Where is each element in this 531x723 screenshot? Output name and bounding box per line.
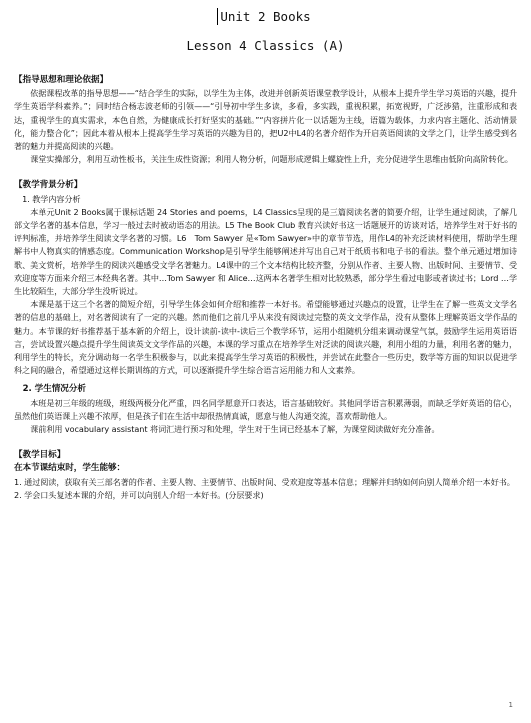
paragraph: 本班是初三年级的班级，班级两极分化严重，四名同学愿意开口表达，语言基础较好。其他同学语言积累薄弱，而缺乏学好英语的信心，虽然他们英语课上兴趣不浓厚，但是孩子们在生活中却很热情真诚，愿意与他人沟通交流，喜欢帮助他人。 [14,397,517,421]
subheading-content-analysis: 1. 教学内容分析 [22,193,81,204]
objectives-intro: 在本节课结束时，学生能够： [14,463,126,474]
objective-item: 2. 学会口头复述本课的介绍，并可以向别人介绍一本好书。(分层要求) [14,489,264,500]
paragraph: 课前利用 vocabulary assistant 将词汇进行预习和处理，学生对于生词已经基本了解，为课堂阅读做好充分准备。 [30,424,440,435]
subheading-student-analysis: 2. 学生情况分析 [22,384,86,395]
paragraph: 课堂实操部分，利用互动性板书，关注生成性资源；利用人物分析，问题形成逻辑上螺旋性上升，充分促进学生思维由低阶向高阶转化。 [30,154,513,165]
document-title: Unit 2 Books [220,9,311,24]
paragraph: 本课是基于这三个名著的简短介绍，引导学生体会如何介绍和推荐一本好书。希望能够通过兴趣点的设置，让学生在了解一些英文文学名著的信息的基础上，对名著阅读有了一定的兴趣。然而他们之前几乎从来没有阅读过完整的英文文学作品，没有从整体上理解英语文学作品的魅力。本节课的好书推荐基于基本新的介绍上，设计读前-读中-读后三个教学环节，运用小组随机分组来调动课堂气氛，鼓励学生运用英语语言，尝试设置兴趣点提升学生阅读英文文学作品的兴趣，本课的学习重点在培养学生对泛读的阅读兴趣，利用小组的力量，利用名著的魅力，利用学生的特长，充分调动每一名学生积极参与，以此来提高学生学习英语的积极性，并尝试在此整合一些历史，数学等方面的知识以促进学科之间的融合，希望通过这样长期训练的方式，可以逐渐提升学生综合语言运用能力和人文素养。 [14,299,517,376]
section-heading-background: 【教学背景分析】 [14,180,83,191]
section-heading-guiding-theory: 【指导思想和理论依据】 [14,75,108,85]
document-body [14,74,517,502]
section-heading-objectives: 【教学目标】 [14,450,66,461]
paragraph: 依据课程改革的指导思想——“结合学生的实际，以学生为主体，改进并创新英语课堂教学设计，从根本上提升学生学习英语的兴趣，提升学生英语学科素养。”；同时结合杨志波老师的引领——“引导初中学生多读，多看，多实践，重视积累，拓宽视野，广泛涉猎，注重形成和表达，重视学生的真实需求，本色自然，为健康成长打好坚实的基础。”“内容拼片化一以话题为主线，语篇为载体，力求内容主题化、活动情景化，能力整合化”；因此本着从根本上提高学生学习英语的兴趣为目的，把U2中L4的名著介绍作为开启英语阅读的文学之门，让学生感受到名著的魅力并提高阅读的兴趣。 [14,88,517,152]
objective-item: 1. 通过阅读，获取有关三部名著的作者、主要人物、主要情节、出版时间、受欢迎度等基本信息；理解并归纳如何向别人简单介绍一本好书。 [14,476,515,487]
paragraph: 本单元Unit 2 Books属于课标话题 24 Stories and poems，L4 Classics呈现的是三篇阅读名著的简要介绍，让学生通过阅读，了解几部文学名著的基本信息，学习一般过去时被动语态的用法。L5 The Book Club 教育兴读好书这一话题展开的访谈对话，培养学生对于好书的评判标准，并培养学生阅读文学名著的习惯。L6 Tom Sawyer 是«Tom Sawyer»中的章节节选，用作L4的补充泛读材料使用，帮助学生理解书中人物真实的情感态度。Communication Workshop是引导学生能够阐述并写出自己对于纸质书和电子书的看法。整个单元通过增加诗歌、美文赏析，培养学生的阅读兴趣感受文学名著魅力。L4课中的三个文本结构比较齐整，分别从作者、主要人物、出版时间、主要情节、受欢迎度等方面来介绍三本经典名著。其中…Tom Sawyer 和 Alice…这两本名著学生相对比较熟悉，部分学生看过电影或者读过书；Lord …学生比较陌生，大部分学生没听说过。 [14,206,517,297]
lesson-subtitle: Lesson 4 Classics (A) [186,38,345,53]
page-number: 1 [508,701,513,709]
